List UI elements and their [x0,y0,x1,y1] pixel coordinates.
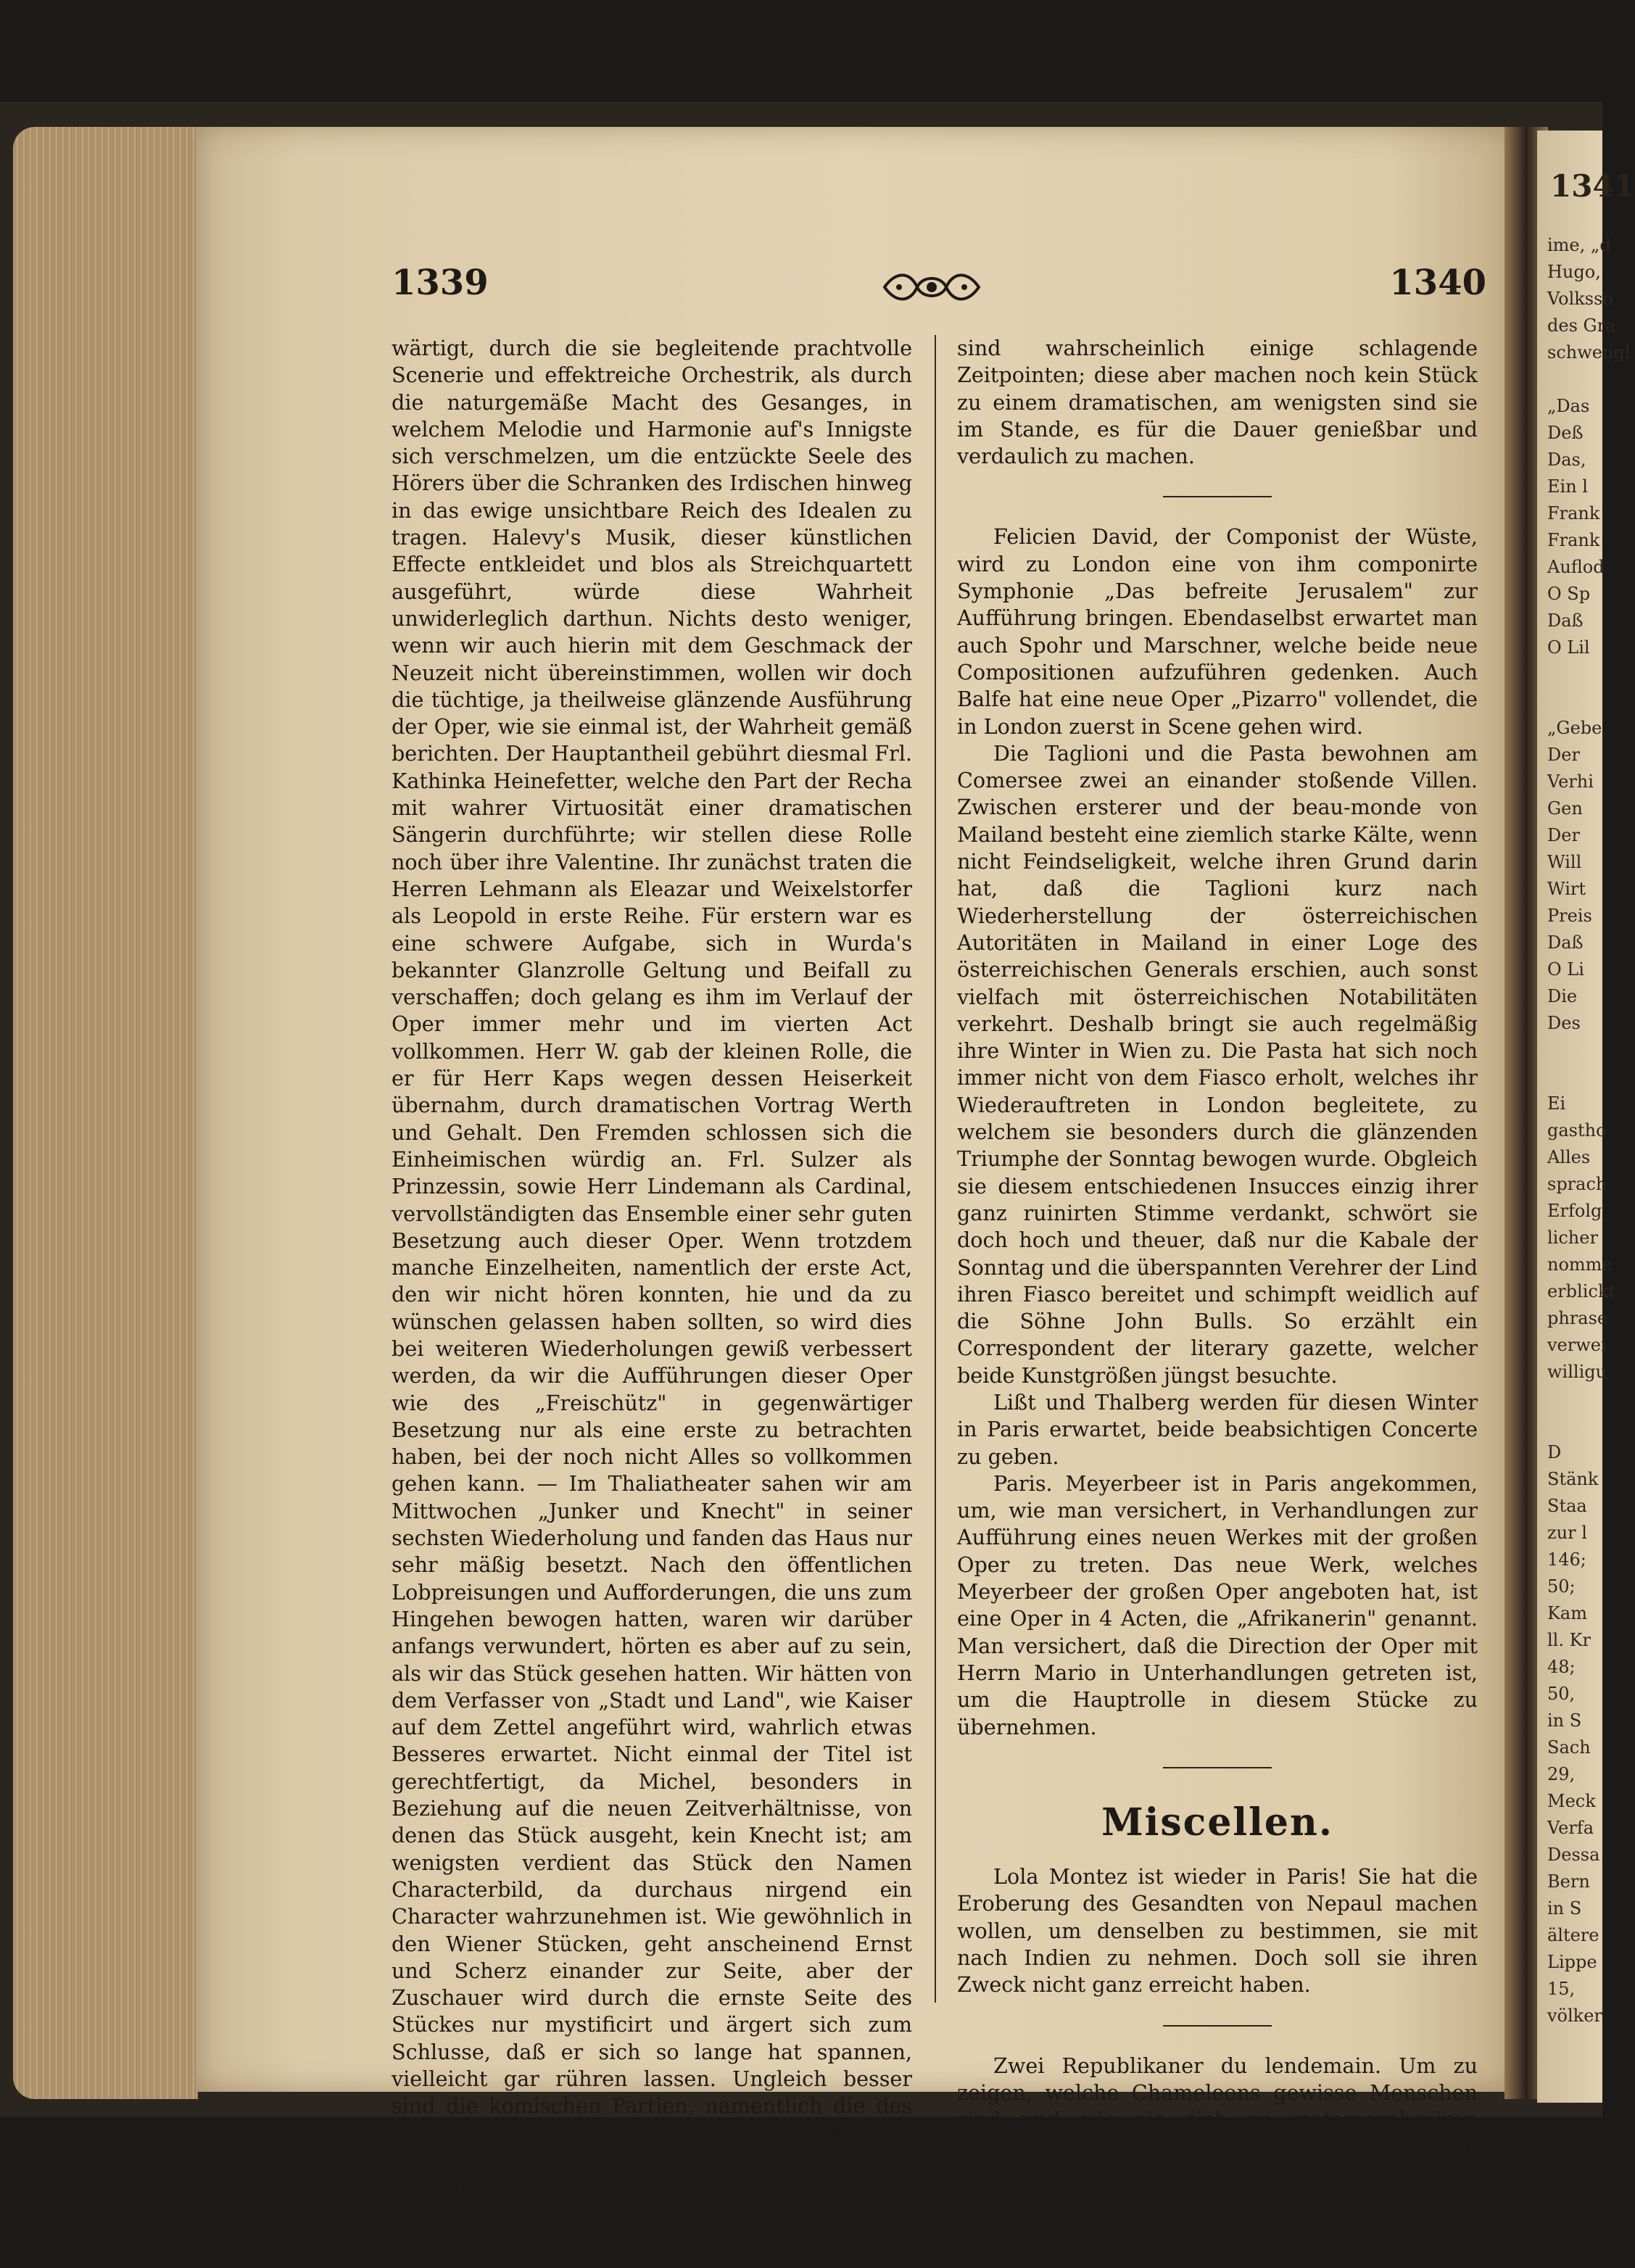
section-title: Miscellen. [1101,1800,1333,1845]
page-edges [13,127,198,2099]
page-number-left: 1339 [392,262,489,303]
section-rule [1163,2025,1272,2027]
misc-paragraph-lola: Lola Montez ist wieder in Paris! Sie hat die Eroberung des Gesandten von Nepaul machen wollen, um denselben zu bestimmen, sie mit nach Indien zu nehmen. Doch soll sie ihren Zweck nicht ganz erreicht haben. [957,1864,1478,1998]
left-column-paragraph: wärtigt, durch die sie begleitende prachtvolle Scenerie und effektreiche Orchestrik, als durch die naturgemäße Macht des Gesanges, in welchem Melodie und Harmonie auf's Innigste sich verschmelzen, um die entzückte Seele des Hörers über die Schranken des Irdischen hinweg in das ewige unsichtbare Reich des Idealen zu tragen. Halevy's Musik, dieser künstlichen Effecte entkleidet und blos als Streichquartett ausgeführt, würde diese Wahrheit unwiderleglich darthun. Nichts desto weniger, wenn wir auch hierin mit dem Geschmack der Neuzeit nicht übereinstimmen, wollen wir doch die tüchtige, ja theilweise glänzende Ausführung der Oper, wie sie einmal ist, der Wahrheit gemäß berichten. Der Hauptantheil gebührt diesmal Frl. Kathinka Heinefetter, welche den Part der Recha mit wahrer Virtuosität einer dramatischen Sängerin durchführte; wir stellen diese Rolle noch über ihre Valentine. Ihr zunächst traten die Herren Lehmann als Eleazar und Weixelstorfer als Leopold in erste Reihe. Für erstern war es eine schwere Aufgabe, sich in Wurda's bekannter Glanzrolle Geltung und Beifall zu verschaffen; doch gelang es ihm im Verlauf der Oper immer mehr und im vierten Act vollkommen. Herr W. gab der kleinen Rolle, die er für Herr Kaps wegen dessen Heiserkeit übernahm, durch dramatischen Vortrag Werth und Gehalt. Den Fremden schlossen sich die Einheimischen würdig an. Frl. Sulzer als Prinzessin, sowie Herr Lindemann als Cardinal, vervollständigten das Ensemble einer sehr guten Besetzung auch dieser Oper. Wenn trotzdem manche Einzelheiten, namentlich der erste Act, den wir nicht hören konnten, hie und da zu wünschen gelassen haben sollten, so wird dies bei weiteren Wiederholungen gewiß verbessert werden, da wir die Aufführungen dieser Oper wie des „Freischütz" in gegenwärtiger Besetzung nur als eine erste zu betrachten haben, bei der noch nicht Alles so vollkommen gehen kann. — Im Thaliatheater sahen wir am Mittwochen „Junker und Knecht" in seiner sechsten Wiederholung und fanden das Haus nur sehr mäßig besetzt. Nach den öffentlichen Lobpreisungen und Aufforderungen, die uns zum Hingehen bewogen hatten, waren wir darüber anfangs verwundert, hörten es aber auf zu sein, als wir das Stück gesehen hatten. Wir hätten von dem Verfasser von „Stadt und Land", wie Kaiser auf dem Zettel angeführt wird, wahrlich etwas Besseres erwartet. Nicht einmal der Titel ist gerechtfertigt, da Michel, besonders in Beziehung auf die neuen Zeitverhältnisse, von denen das Stück ausgeht, kein Knecht ist; am wenigsten verdient das Stück den Namen Characterbild, da durchaus nirgend ein Character wahrzunehmen ist. Wie gewöhnlich in den Wiener Stücken, geht anscheinend Ernst und Scherz einander zur Seite, aber der Zuschauer wird durch die ernste Seite des Stückes nur mystificirt und ärgert sich zum Schlusse, daß er sich so lange hat spannen, vielleicht gar rühren lassen. Ungleich besser sind die komischen Partien, namentlich die des Herrn Wilke, der auch den grämlichsten Hypochonder wohl zum Lachen bringen wird. Von dieser Seite allein können auch wir es empfehlen. Was das Publikum wohl zuerst angesprochen hat, [392,336,912,2253]
news-paragraph-liszt: Lißt und Thalberg werden für diesen Winter in Paris erwartet, beide beabsichtigen Concerte zu geben. [957,1389,1478,1469]
next-page-fragment [1537,131,1635,2103]
page-number-right: 1340 [1389,262,1486,303]
next-page-text: ime, „d Hugo, Volksso des Gra schwengl „Das Deß Das, Ein l Frank Frank Auflod O Sp Daß O Lil „Gebe Der Verhi Gen Der Will Wirt Preis Daß O Li Die Des Ei gastho Alles sprach Erfolg licher nomme erblickt phrase verwei willigu D Stänk Staa zur l 146; 50; Kam ll. Kr 48; 50, in S Sach 29, Meck Verfa Dessa Bern in S ältere Lippe 15, völker [1547,235,1631,2026]
right-intro-paragraph: sind wahrscheinlich einige schlagende Zeitpointen; diese aber machen noch kein Stück zu einem dramatischen, am wenigsten sind sie im Stande, es für die Dauer genießbar und verdaulich zu machen. [957,336,1478,469]
page-header [392,254,1486,319]
ornament-icon [877,265,986,309]
news-paragraph-taglioni: Die Taglioni und die Pasta bewohnen am Comersee zwei an einander stoßende Villen. Zwischen ersterer und der beau-monde von Mailand besteht eine ziemlich starke Kälte, wenn nicht Feindseligkeit, welche ihren Grund darin hat, daß die Taglioni kurz nach Wiederherstellung der österreichischen Autoritäten in Mailand in einer Loge des österreichischen Generals erschien, auch sonst vielfach mit österreichischen Notabilitäten verkehrt. Deshalb bringt sie auch regelmäßig ihre Winter in Wien zu. Die Pasta hat sich noch immer nicht von dem Fiasco erholt, welches ihr Wiederauftreten in London begleitete, zu welchem sie besonders durch die glänzenden Triumphe der Sonntag bewogen wurde. Obgleich sie diesem entschiedenen Insucces einzig ihrer ganz ruinirten Stimme verdankt, schwört sie doch hoch und theuer, daß nur die Kabale der Sonntag und die überspannten Verehrer der Lind ihren Fiasco bereitet und schimpft weidlich auf die Söhne John Bulls. So erzählt ein Correspondent der literary gazette, welcher beide Kunstgrößen jüngst besuchte. [957,740,1478,1388]
news-paragraph-paris: Paris. Meyerbeer ist in Paris angekommen, um, wie man versichert, in Verhandlungen zur Aufführung eines neuen Werkes mit der großen Oper zu treten. Das neue Werk, welches Meyerbeer der großen Oper angeboten hat, ist eine Oper in 4 Acten, die „Afrikanerin" genannt. Man versichert, daß die Direction der Oper mit Herrn Mario in Unterhandlungen getreten ist, um die Hauptrolle in diesem Stücke zu übernehmen. [957,1470,1478,1739]
column-divider [935,335,936,2003]
news-paragraph-david: Felicien David, der Componist der Wüste, wird zu London eine von ihm componirte Symphonie „Das befreite Jerusalem" zur Aufführung bringen. Ebendaselbst erwartet man auch Spohr und Marschner, welche beide neue Compositionen aufzuführen gedenken. Auch Balfe hat eine neue Oper „Pizarro" vollendet, die in London zuerst in Scene gehen wird. [957,524,1478,739]
section-rule [1163,496,1272,497]
next-page-number: 1341 [1550,168,1635,204]
left-column [392,335,912,2255]
misc-paragraph-republicans: Zwei Republikaner du lendemain. Um zu zeigen, welche Chameleons gewisse Menschen sind und wie sie sich zu metamorphosiren wissen, wollen wir unsern Lesern ein Pröbchen geben. Lamar- [957,2053,1478,2186]
right-column [957,335,1478,2188]
section-rule [1163,1767,1272,1768]
